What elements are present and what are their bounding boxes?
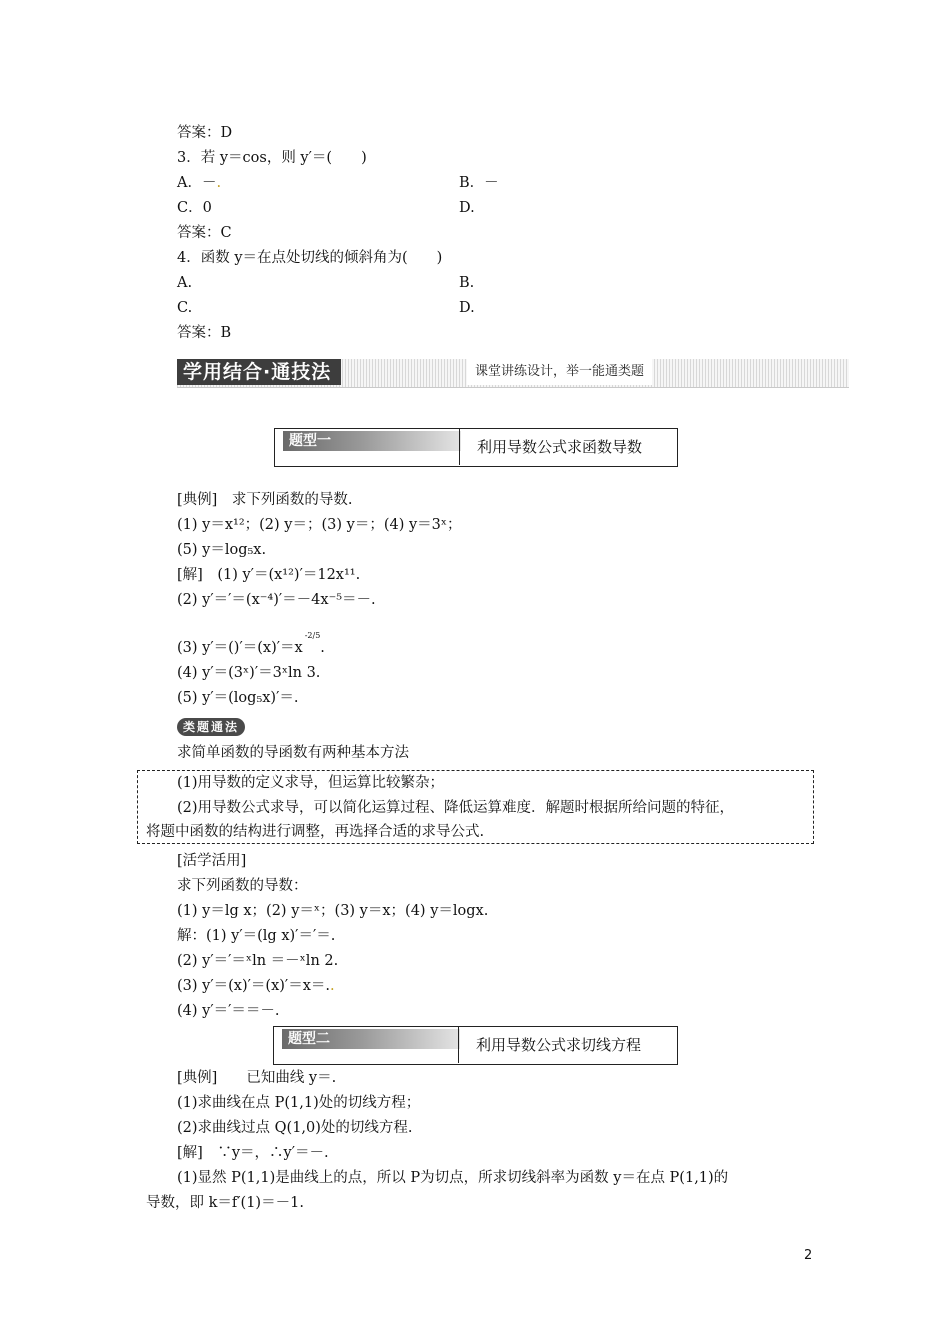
option-a: A．－. bbox=[177, 175, 222, 191]
method-line: (2)用导数公式求导，可以简化运算过程、降低运算难度．解题时根据所给问题的特征， bbox=[177, 800, 735, 816]
question-4: 4．函数 y＝在点处切线的倾斜角为( ) bbox=[177, 250, 443, 266]
practice-line: (4) y′＝′＝＝－. bbox=[177, 1003, 280, 1019]
divider bbox=[458, 1027, 459, 1063]
section-banner bbox=[177, 359, 849, 388]
solution-line: (3) $y'=()'=(x)'=x^{-2/5}$. bbox=[177, 631, 325, 656]
practice-line: 求下列函数的导数： bbox=[177, 878, 308, 894]
method-line: (1)用导数的定义求导，但运算比较繁杂； bbox=[177, 775, 445, 791]
method-badge: 类题通法 bbox=[177, 718, 245, 736]
practice-line: (2) y′＝′＝ˣln ＝－ˣln 2. bbox=[177, 953, 339, 969]
divider bbox=[459, 429, 460, 465]
option-c: C. bbox=[177, 300, 193, 316]
method-intro: 求简单函数的导函数有两种基本方法 bbox=[177, 745, 409, 761]
answer-line: 答案：B bbox=[177, 325, 232, 341]
type-title: 利用导数公式求切线方程 bbox=[476, 1036, 642, 1054]
page-number: 2 bbox=[804, 1248, 813, 1263]
solution-line: [解] ∵y＝，∴y′＝－. bbox=[177, 1145, 329, 1161]
option-d: D. bbox=[459, 300, 475, 316]
type-title: 利用导数公式求函数导数 bbox=[477, 438, 643, 456]
option-c: C．0 bbox=[177, 200, 212, 216]
question-type-box bbox=[274, 428, 678, 467]
practice-heading: [活学活用] bbox=[177, 853, 247, 869]
answer-line: 答案：D bbox=[177, 125, 233, 141]
practice-line: (3) y′＝(x)′＝(x)′＝x＝.. bbox=[177, 978, 335, 994]
exponent: -2/5 bbox=[304, 631, 321, 640]
option-a: A. bbox=[177, 275, 193, 291]
example-line: (1) y＝x¹²；(2) y＝；(3) y＝；(4) y＝3ˣ； bbox=[177, 517, 462, 533]
question-type-box bbox=[273, 1026, 678, 1065]
type-tag: 题型一 bbox=[283, 431, 461, 451]
option-b: B. bbox=[459, 275, 475, 291]
solution-line: (5) y′＝(log₅x)′＝. bbox=[177, 690, 299, 706]
option-b: B．－ bbox=[459, 175, 499, 191]
example-line: (5) y＝log₅x. bbox=[177, 542, 267, 558]
example-line: (1)求曲线在点 P(1,1)处的切线方程； bbox=[177, 1095, 421, 1111]
solution-line: 导数，即 k＝f′(1)＝－1. bbox=[146, 1195, 304, 1211]
solution-line: [解] (1) y′＝(x¹²)′＝12x¹¹. bbox=[177, 567, 361, 583]
solution-line: (4) y′＝(3ˣ)′＝3ˣln 3. bbox=[177, 665, 321, 681]
type-tag: 题型二 bbox=[282, 1029, 460, 1049]
practice-line: (1) y＝lg x；(2) y＝ˣ；(3) y＝x；(4) y＝logx. bbox=[177, 903, 489, 919]
example-line: (2)求曲线过点 Q(1,0)处的切线方程. bbox=[177, 1120, 413, 1136]
practice-line: 解：(1) y′＝(lg x)′＝′＝. bbox=[177, 928, 336, 944]
banner-title: 学用结合·通技法 bbox=[177, 359, 341, 385]
option-d: D. bbox=[459, 200, 475, 216]
solution-line: (1)显然 P(1,1)是曲线上的点，所以 P为切点，所求切线斜率为函数 y＝在点 P(1,1)的 bbox=[177, 1170, 729, 1186]
answer-line: 答案：C bbox=[177, 225, 232, 241]
solution-line: (2) y′＝′＝(x⁻⁴)′＝－4x⁻⁵＝－. bbox=[177, 592, 376, 608]
banner-subtitle: 课堂讲练设计，举一能通类题 bbox=[467, 359, 652, 385]
example-heading: [典例] 求下列函数的导数. bbox=[177, 492, 353, 508]
example-heading: [典例] 已知曲线 y＝. bbox=[177, 1070, 337, 1086]
question-3: 3．若 y＝cos，则 y′＝( ) bbox=[177, 150, 367, 166]
method-line: 将题中函数的结构进行调整，再选择合适的求导公式. bbox=[146, 824, 485, 840]
